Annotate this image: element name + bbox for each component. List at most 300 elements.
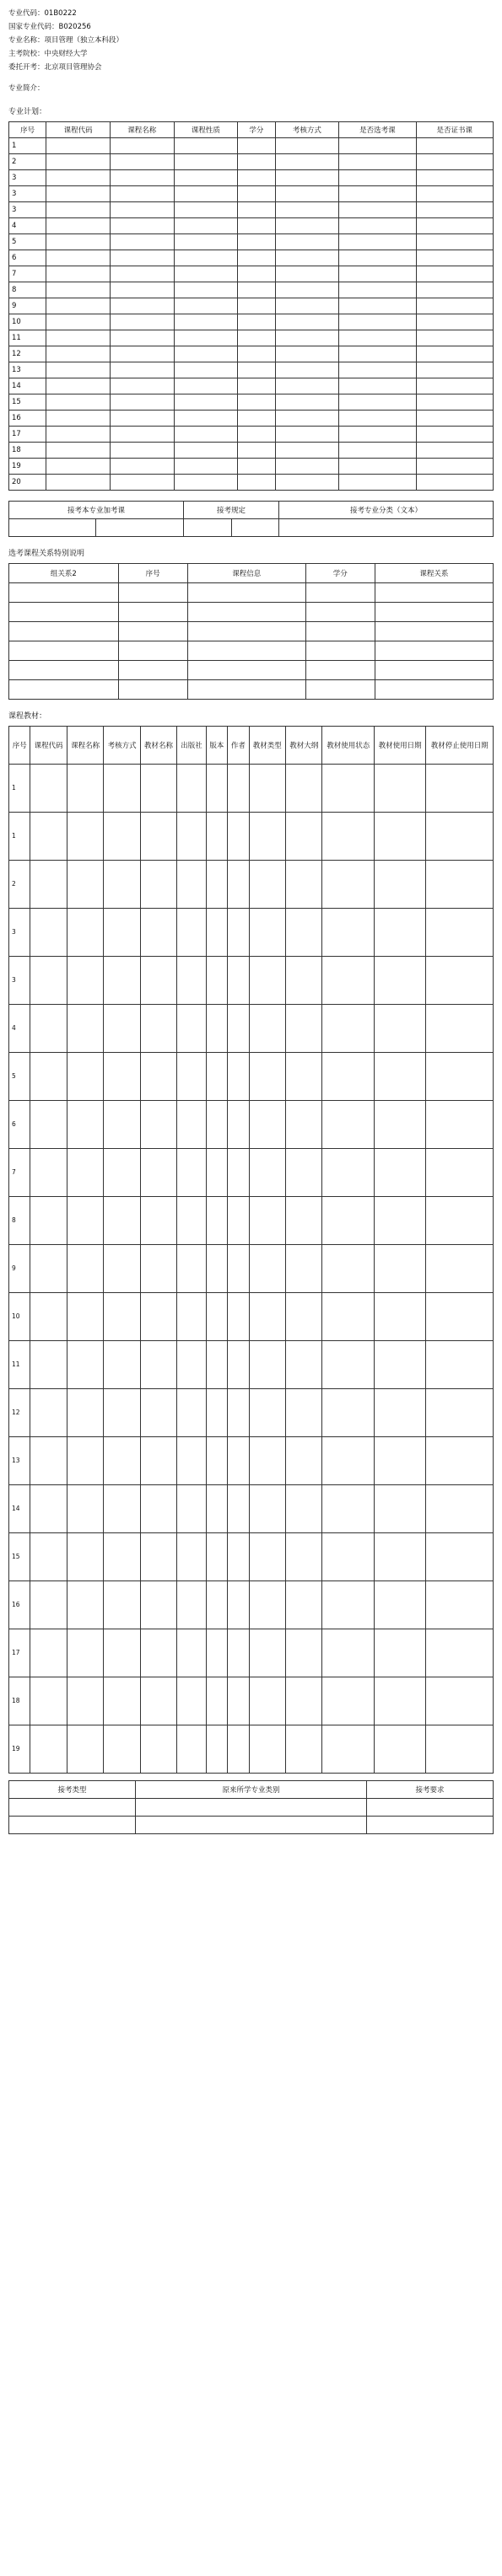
books-author-cell	[228, 1437, 249, 1485]
books-type-cell	[249, 1245, 285, 1293]
books-no-cell: 4	[9, 1005, 30, 1053]
plan-credit-cell	[238, 459, 275, 475]
plan-type-cell	[174, 362, 238, 378]
books-author-cell	[228, 957, 249, 1005]
table-row	[9, 443, 494, 459]
books-book-cell	[140, 1293, 176, 1341]
plan-credit-cell	[238, 475, 275, 491]
books-author-cell	[228, 1005, 249, 1053]
books-type-cell	[249, 1725, 285, 1774]
books-no-cell: 19	[9, 1725, 30, 1774]
plan-no-cell: 17	[9, 427, 46, 443]
books-exam-cell	[104, 1149, 140, 1197]
plan-no-cell: 2	[9, 154, 46, 170]
books-type-cell	[249, 765, 285, 813]
books-name-cell	[67, 813, 103, 861]
plan-credit-cell	[238, 298, 275, 314]
books-author-cell	[228, 1533, 249, 1581]
select-relation-cell	[375, 603, 493, 622]
books-start-cell	[374, 1245, 425, 1293]
plan-no-cell: 8	[9, 282, 46, 298]
plan-header-cell: 是否选考课	[339, 122, 416, 138]
books-no-cell: 16	[9, 1581, 30, 1629]
plan-code-cell	[46, 218, 111, 234]
books-exam-cell	[104, 1341, 140, 1389]
plan-title: 专业计划：	[8, 108, 47, 116]
books-ver-cell	[206, 1197, 227, 1245]
books-start-cell	[374, 957, 425, 1005]
books-start-cell	[374, 1341, 425, 1389]
books-name-cell	[67, 1677, 103, 1725]
books-end-cell	[426, 1101, 494, 1149]
books-press-cell	[177, 1533, 206, 1581]
plan-code-cell	[46, 170, 111, 186]
books-code-cell	[30, 1581, 67, 1629]
books-press-cell	[177, 765, 206, 813]
plan-optional-cell	[339, 378, 416, 394]
books-end-cell	[426, 1053, 494, 1101]
plan-name-cell	[110, 154, 174, 170]
header-value-national-code: B020256	[58, 23, 91, 31]
plan-credit-cell	[238, 218, 275, 234]
plan-name-cell	[110, 218, 174, 234]
plan-no-cell: 4	[9, 218, 46, 234]
books-ver-cell	[206, 1485, 227, 1533]
plan-optional-cell	[339, 266, 416, 282]
books-header-row	[9, 727, 494, 765]
table-row	[9, 765, 494, 813]
plan-cert-cell	[416, 378, 493, 394]
books-ver-cell	[206, 1437, 227, 1485]
plan-optional-cell	[339, 443, 416, 459]
books-header-cell: 出版社	[177, 727, 206, 765]
books-ver-cell	[206, 1677, 227, 1725]
books-ver-cell	[206, 1341, 227, 1389]
plan-credit-cell	[238, 314, 275, 330]
books-start-cell	[374, 1725, 425, 1774]
table-row	[9, 1581, 494, 1629]
books-no-cell: 12	[9, 1389, 30, 1437]
books-name-cell	[67, 909, 103, 957]
header-line-national-code	[8, 20, 494, 34]
plan-name-cell	[110, 282, 174, 298]
plan-code-cell	[46, 394, 111, 411]
books-exam-cell	[104, 1533, 140, 1581]
books-no-cell: 3	[9, 957, 30, 1005]
rules-header-cell: 接考要求	[367, 1781, 494, 1799]
plan-no-cell: 19	[9, 459, 46, 475]
plan-code-cell	[46, 475, 111, 491]
books-no-cell: 1	[9, 813, 30, 861]
table-row	[9, 411, 494, 427]
table-row	[9, 475, 494, 491]
books-header-cell: 教材使用日期	[374, 727, 425, 765]
books-header-cell: 课程名称	[67, 727, 103, 765]
header-line-code	[8, 7, 494, 20]
table-row	[9, 622, 494, 641]
plan-cert-cell	[416, 234, 493, 250]
books-end-cell	[426, 909, 494, 957]
plan-code-cell	[46, 138, 111, 154]
plan-exam-cell	[275, 394, 339, 411]
plan-name-cell	[110, 427, 174, 443]
plan-exam-cell	[275, 298, 339, 314]
table-row	[9, 1677, 494, 1725]
books-outline-cell	[286, 1149, 322, 1197]
select-credit-cell	[305, 603, 375, 622]
books-exam-cell	[104, 1245, 140, 1293]
select-info-cell	[187, 583, 305, 603]
books-start-cell	[374, 1533, 425, 1581]
books-code-cell	[30, 957, 67, 1005]
table-row	[9, 861, 494, 909]
plan-header-cell: 课程名称	[110, 122, 174, 138]
books-start-cell	[374, 1053, 425, 1101]
plan-name-cell	[110, 298, 174, 314]
books-author-cell	[228, 1629, 249, 1677]
select-relation-cell	[375, 622, 493, 641]
books-name-cell	[67, 1725, 103, 1774]
books-type-cell	[249, 1197, 285, 1245]
plan-header-cell: 课程代码	[46, 122, 111, 138]
plan-exam-cell	[275, 330, 339, 346]
plan-no-cell: 16	[9, 411, 46, 427]
books-no-cell: 3	[9, 909, 30, 957]
rules-type-cell	[9, 1799, 136, 1817]
books-status-cell	[322, 909, 374, 957]
table-row	[9, 314, 494, 330]
plan-optional-cell	[339, 330, 416, 346]
plan-no-cell: 20	[9, 475, 46, 491]
books-type-cell	[249, 1533, 285, 1581]
books-exam-cell	[104, 813, 140, 861]
books-status-cell	[322, 1533, 374, 1581]
books-book-cell	[140, 1629, 176, 1677]
table-row	[9, 1197, 494, 1245]
select-no-cell	[118, 603, 187, 622]
books-book-cell	[140, 1245, 176, 1293]
table-row	[9, 641, 494, 661]
plan-no-cell: 5	[9, 234, 46, 250]
plan-type-cell	[174, 282, 238, 298]
books-name-cell	[67, 1101, 103, 1149]
books-press-cell	[177, 1149, 206, 1197]
books-book-cell	[140, 1053, 176, 1101]
books-exam-cell	[104, 909, 140, 957]
books-press-cell	[177, 861, 206, 909]
table-row	[9, 1101, 494, 1149]
select-no-cell	[118, 641, 187, 661]
plan-no-cell: 11	[9, 330, 46, 346]
table-row	[9, 250, 494, 266]
books-author-cell	[228, 1389, 249, 1437]
plan-type-cell	[174, 394, 238, 411]
plan-cert-cell	[416, 443, 493, 459]
header-line-entrusted	[8, 61, 494, 74]
plan-no-cell: 7	[9, 266, 46, 282]
books-end-cell	[426, 1437, 494, 1485]
rules-header-cell: 原来所学专业类别	[135, 1781, 366, 1799]
books-press-cell	[177, 1725, 206, 1774]
books-exam-cell	[104, 1389, 140, 1437]
books-start-cell	[374, 1485, 425, 1533]
books-author-cell	[228, 1725, 249, 1774]
plan-name-cell	[110, 411, 174, 427]
table-row	[9, 1341, 494, 1389]
books-header-cell: 考核方式	[104, 727, 140, 765]
books-end-cell	[426, 1341, 494, 1389]
books-end-cell	[426, 1149, 494, 1197]
plan-table	[8, 121, 494, 491]
select-group-cell	[9, 680, 119, 700]
table-row	[9, 1293, 494, 1341]
plan-code-cell	[46, 459, 111, 475]
plan-header-cell: 学分	[238, 122, 275, 138]
plan-optional-cell	[339, 218, 416, 234]
plan-header-cell: 是否证书课	[416, 122, 493, 138]
books-code-cell	[30, 1485, 67, 1533]
plan-name-cell	[110, 202, 174, 218]
table-row	[9, 603, 494, 622]
books-end-cell	[426, 1725, 494, 1774]
plan-exam-cell	[275, 411, 339, 427]
books-press-cell	[177, 1341, 206, 1389]
plan-credit-cell	[238, 346, 275, 362]
table-row	[9, 394, 494, 411]
books-outline-cell	[286, 1005, 322, 1053]
select-relation-cell	[375, 661, 493, 680]
books-exam-cell	[104, 765, 140, 813]
books-code-cell	[30, 813, 67, 861]
books-end-cell	[426, 1005, 494, 1053]
books-press-cell	[177, 1581, 206, 1629]
select-no-cell	[118, 622, 187, 641]
books-type-cell	[249, 1293, 285, 1341]
table-row	[9, 298, 494, 314]
plan-cert-cell	[416, 394, 493, 411]
books-name-cell	[67, 1197, 103, 1245]
books-outline-cell	[286, 1341, 322, 1389]
rules-header-row	[9, 1781, 494, 1799]
plan-no-cell: 18	[9, 443, 46, 459]
plan-exam-cell	[275, 218, 339, 234]
books-outline-cell	[286, 1725, 322, 1774]
books-name-cell	[67, 1149, 103, 1197]
books-author-cell	[228, 861, 249, 909]
books-start-cell	[374, 1101, 425, 1149]
plan-exam-cell	[275, 427, 339, 443]
plan-type-cell	[174, 138, 238, 154]
plan-code-cell	[46, 378, 111, 394]
books-type-cell	[249, 1005, 285, 1053]
plan-optional-cell	[339, 459, 416, 475]
books-code-cell	[30, 1101, 67, 1149]
plan-type-cell	[174, 475, 238, 491]
plan-optional-cell	[339, 170, 416, 186]
join-header-cell: 接考专业分类（文本）	[279, 502, 494, 519]
table-row	[9, 1245, 494, 1293]
plan-credit-cell	[238, 330, 275, 346]
books-status-cell	[322, 1149, 374, 1197]
books-code-cell	[30, 1245, 67, 1293]
books-name-cell	[67, 1533, 103, 1581]
plan-header-cell: 考核方式	[275, 122, 339, 138]
books-start-cell	[374, 765, 425, 813]
plan-credit-cell	[238, 234, 275, 250]
books-book-cell	[140, 1101, 176, 1149]
plan-code-cell	[46, 266, 111, 282]
books-no-cell: 17	[9, 1629, 30, 1677]
plan-no-cell: 15	[9, 394, 46, 411]
books-outline-cell	[286, 765, 322, 813]
plan-optional-cell	[339, 427, 416, 443]
table-row	[9, 154, 494, 170]
table-row	[9, 1437, 494, 1485]
plan-exam-cell	[275, 443, 339, 459]
books-exam-cell	[104, 1053, 140, 1101]
plan-credit-cell	[238, 362, 275, 378]
books-press-cell	[177, 1005, 206, 1053]
books-author-cell	[228, 909, 249, 957]
plan-optional-cell	[339, 362, 416, 378]
select-header-row	[9, 564, 494, 583]
table-row	[9, 138, 494, 154]
books-code-cell	[30, 1053, 67, 1101]
header-label-host-school: 主考院校：	[8, 50, 45, 58]
plan-code-cell	[46, 346, 111, 362]
table-row	[9, 909, 494, 957]
select-info-cell	[187, 641, 305, 661]
books-end-cell	[426, 1533, 494, 1581]
books-status-cell	[322, 1245, 374, 1293]
plan-no-cell: 1	[9, 138, 46, 154]
plan-exam-cell	[275, 346, 339, 362]
plan-no-cell: 3	[9, 186, 46, 202]
books-status-cell	[322, 765, 374, 813]
books-exam-cell	[104, 1677, 140, 1725]
books-start-cell	[374, 1149, 425, 1197]
books-header-cell: 作者	[228, 727, 249, 765]
plan-optional-cell	[339, 138, 416, 154]
table-row	[9, 957, 494, 1005]
plan-cert-cell	[416, 475, 493, 491]
books-name-cell	[67, 1245, 103, 1293]
table-row	[9, 234, 494, 250]
plan-optional-cell	[339, 314, 416, 330]
books-outline-cell	[286, 1053, 322, 1101]
books-no-cell: 6	[9, 1101, 30, 1149]
plan-no-cell: 13	[9, 362, 46, 378]
plan-credit-cell	[238, 427, 275, 443]
books-end-cell	[426, 861, 494, 909]
books-type-cell	[249, 957, 285, 1005]
books-code-cell	[30, 1197, 67, 1245]
plan-type-cell	[174, 346, 238, 362]
plan-code-cell	[46, 330, 111, 346]
plan-code-cell	[46, 362, 111, 378]
books-no-cell: 8	[9, 1197, 30, 1245]
plan-exam-cell	[275, 266, 339, 282]
books-press-cell	[177, 1677, 206, 1725]
rules-table	[8, 1780, 494, 1834]
plan-exam-cell	[275, 282, 339, 298]
books-status-cell	[322, 813, 374, 861]
plan-name-cell	[110, 186, 174, 202]
plan-code-cell	[46, 314, 111, 330]
plan-exam-cell	[275, 202, 339, 218]
table-row	[9, 346, 494, 362]
plan-type-cell	[174, 411, 238, 427]
books-author-cell	[228, 1101, 249, 1149]
books-start-cell	[374, 861, 425, 909]
plan-cert-cell	[416, 186, 493, 202]
rules-header-cell: 接考类型	[9, 1781, 136, 1799]
select-header-cell: 序号	[118, 564, 187, 583]
books-start-cell	[374, 1005, 425, 1053]
plan-code-cell	[46, 154, 111, 170]
books-outline-cell	[286, 1629, 322, 1677]
books-book-cell	[140, 1677, 176, 1725]
books-header-cell: 教材使用状态	[322, 727, 374, 765]
books-outline-cell	[286, 1677, 322, 1725]
plan-cert-cell	[416, 250, 493, 266]
books-ver-cell	[206, 1053, 227, 1101]
select-no-cell	[118, 583, 187, 603]
books-press-cell	[177, 1485, 206, 1533]
books-book-cell	[140, 909, 176, 957]
books-exam-cell	[104, 1293, 140, 1341]
plan-type-cell	[174, 202, 238, 218]
plan-optional-cell	[339, 250, 416, 266]
plan-name-cell	[110, 394, 174, 411]
plan-header-cell: 课程性质	[174, 122, 238, 138]
join-cell	[279, 519, 494, 537]
major-intro-label: 专业简介：	[8, 84, 45, 93]
books-type-cell	[249, 861, 285, 909]
plan-code-cell	[46, 298, 111, 314]
major-intro	[8, 83, 494, 95]
plan-cert-cell	[416, 411, 493, 427]
plan-type-cell	[174, 378, 238, 394]
plan-cert-cell	[416, 202, 493, 218]
table-row	[9, 583, 494, 603]
plan-optional-cell	[339, 154, 416, 170]
plan-no-cell: 9	[9, 298, 46, 314]
books-name-cell	[67, 1437, 103, 1485]
plan-optional-cell	[339, 475, 416, 491]
books-book-cell	[140, 1149, 176, 1197]
books-status-cell	[322, 1293, 374, 1341]
books-book-cell	[140, 1581, 176, 1629]
books-code-cell	[30, 1725, 67, 1774]
books-ver-cell	[206, 1005, 227, 1053]
books-name-cell	[67, 1053, 103, 1101]
plan-cert-cell	[416, 362, 493, 378]
books-name-cell	[67, 861, 103, 909]
books-author-cell	[228, 1341, 249, 1389]
books-status-cell	[322, 1101, 374, 1149]
books-press-cell	[177, 1629, 206, 1677]
books-author-cell	[228, 1053, 249, 1101]
books-end-cell	[426, 765, 494, 813]
plan-cert-cell	[416, 138, 493, 154]
plan-no-cell: 14	[9, 378, 46, 394]
books-outline-cell	[286, 813, 322, 861]
books-outline-cell	[286, 1485, 322, 1533]
books-header-cell: 教材停止使用日期	[426, 727, 494, 765]
books-book-cell	[140, 957, 176, 1005]
books-start-cell	[374, 813, 425, 861]
